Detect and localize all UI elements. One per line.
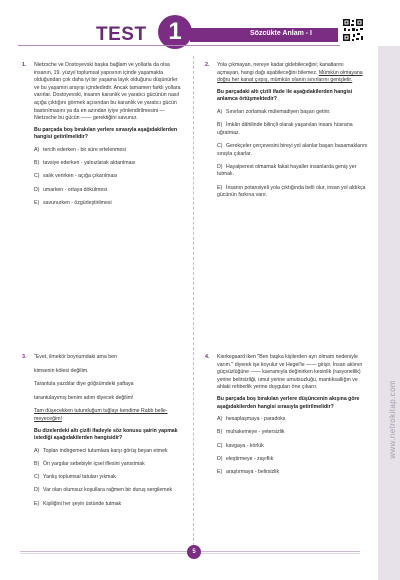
option-e[interactable]: E) Kişiliğini her şeyin üstünde tutmak — [34, 500, 122, 507]
page-number-badge: 5 — [187, 545, 201, 559]
option-c[interactable]: C) Yanlış toplumsal tatuları yıkmak — [34, 474, 116, 481]
option-d[interactable]: D) Var olan olumsuz koşullara rağmen bir duruş sergilemek — [34, 487, 173, 494]
option-a[interactable]: A) Sınırları zorlamak mülemadiyen başarı getirir. — [217, 108, 331, 115]
option-b[interactable]: B) Ön yargılar sebebiyle içsel iflesini yansıtmak — [34, 460, 145, 467]
question-stem: Bu dizelerdeki altı çizili ifadeyle söz konusu şairin yapmak istediği aşağıdakilerden hangisidir? — [34, 427, 178, 442]
option-d[interactable]: D) Hayalperest olmamak fakat hayaller insanlarda geniş yer tutmalı. — [217, 163, 357, 178]
side-stripe — [378, 46, 400, 580]
question-number: 1. — [22, 62, 27, 68]
option-b[interactable]: B) muhakemeye - yetersizlik — [217, 429, 285, 436]
question-3 — [22, 354, 184, 514]
option-a[interactable]: A) Toplan indirgemeci tutumlara karşı görüş beyan etmek — [34, 447, 168, 454]
option-c[interactable]: C) Gerekçeler çerçevesini bireyi yol alanlar başarı basamaklarını sırayla çıkarlar. — [217, 142, 368, 157]
test-number-badge: 1 — [158, 15, 192, 49]
question-stem: Bu parçada boş bırakılan yerlere düşüncenin akışına göre aşağıdakilerden hangisi sırasıyla getirilmelidir? — [217, 395, 360, 410]
option-c[interactable]: C) kavgaya - körlük — [217, 442, 264, 449]
question-paragraph: Kierkegaard iken "Ben başka kişilerden ayrı olmam nedeniyle varım." diyerek işe koyulur ve Hegel'le —— girişir. İnsan aklının güçsüzlüğüne —— kavramıyla değinirken kesinlik (rasyonellik) yerine belirsizliği, umut yerine umutsuzluğu, mantıksallığın ve ahlaki rehberlik yerine duyguları öne çıkarır. — [217, 354, 363, 391]
poem-line: kimsenin kölesi değilim. — [34, 367, 89, 374]
publisher-url: www.netrokitap.com — [388, 380, 397, 459]
question-paragraph: Nietzsche ve Dostoyevski başka bağlam ve yollarla da olsa insanın, 19. yüzyıl toplumsal yapısının içinde yaşamakta olduğundan çok daha iyi bir yaşama layık olduğunu düşünürler ve bu yaşamın arayışı içindedirdir. Ancak tamamen farklı yollara varırlar. Dostoyevski, insanın karanlık ve yaratıcı gücünün nasıl açığa çıktığını görmek açısından bu karanlık ve yaratıcı gücün bastırılmasını ya da en azından iyiye yönlendirilmesini — Nietzsche bu gücün —— gerektiğini savunur. — [34, 62, 181, 122]
header-divider — [18, 45, 340, 46]
option-d[interactable]: D) eleştirmeye - zayıflık — [217, 455, 274, 462]
column-divider — [193, 56, 194, 546]
option-a[interactable]: A) tercih ederken - bir süre ertelenmesi — [34, 146, 127, 153]
option-d[interactable]: D) umarken - ortaya dökülmesi — [34, 186, 108, 193]
option-e[interactable]: E) İnsanın potansiyeli yola çıktığında belli olur, insan yol aldıkça gücünün farkına varır. — [217, 184, 366, 199]
option-a[interactable]: A) hesaplaşmaya - paradoks — [217, 416, 286, 423]
poem-line: Tarantula yazdılar diye göğsümdeki yaftaya — [34, 381, 134, 388]
question-number: 4. — [205, 354, 210, 360]
option-e[interactable]: E) savunurken - özgürleştirilmesi — [34, 199, 112, 206]
question-2 — [205, 62, 369, 205]
option-e[interactable]: E) araştırmaya - belirsizlik — [217, 468, 280, 475]
question-stem: Bu parçada boş bırakılan yerlere sırasıyla aşağıdakilerden hangisi getirilmelidir? — [34, 126, 178, 141]
poem-line: "Evet, ilmekör boynumdaki ama ben — [34, 354, 117, 360]
question-number: 2. — [205, 62, 210, 68]
question-1 — [22, 62, 184, 213]
subject-title: Sözcükte Anlam - I — [250, 30, 312, 37]
underlined-phrase: Mümkün olmayana doğru her kanat çırpış, mümkün olanın sınırlarını genişletir. — [217, 69, 363, 84]
question-4 — [205, 354, 369, 482]
question-stem: Bu parçadaki altı çizili ifade ile aşağıdakilerden hangisi anlamca örtüşmektedir? — [217, 88, 353, 103]
option-c[interactable]: C) salık verirken - açığa çıkarılması — [34, 173, 118, 180]
underlined-phrase: Tam düşecekken tutunduğum tuğlayı kendime Rabb belle-meyeceğim! — [34, 408, 168, 422]
question-paragraph: Yola çıkmayan, nereye kadar gidebileceğini; kanatlarını açmayan, hangi dağı aşabileceğini bilemez. Mümkün olmayana doğru her kanat çırpış, mümkün olanın sınırlarını genişletir. — [217, 62, 363, 84]
qr-code-icon — [342, 18, 364, 42]
poem-line: tarantulayımış benim adım diyecek değilim! — [34, 394, 134, 401]
test-label: TEST — [96, 24, 147, 45]
option-b[interactable]: B) İmkân dâhilinde bilinçli olarak yaşanılan insanı hüsrana uğratmaz. — [217, 122, 353, 136]
question-number: 3. — [22, 354, 27, 360]
option-b[interactable]: B) tavsiye ederken - yalnızlarak aktarılması — [34, 160, 136, 167]
